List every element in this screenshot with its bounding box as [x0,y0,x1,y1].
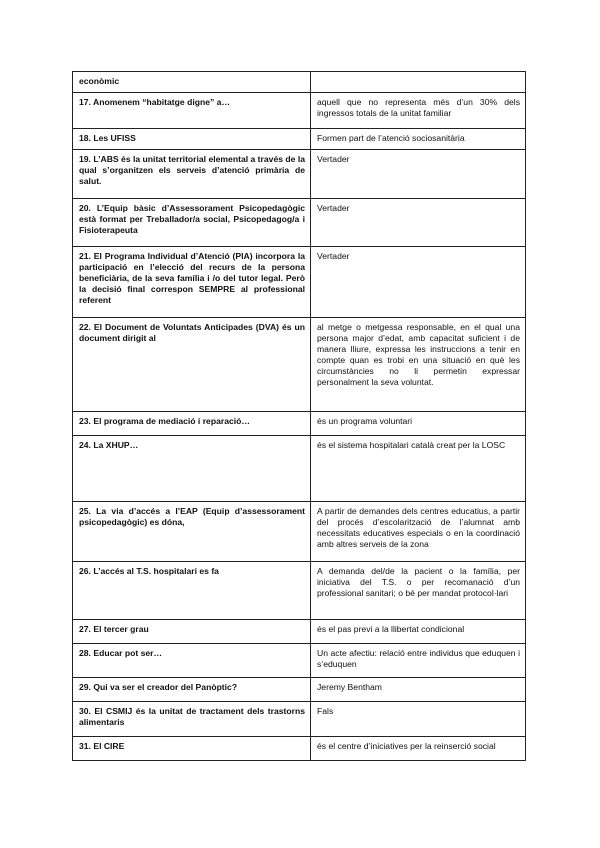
question-cell: 26. L’accés al T.S. hospitalari es fa [73,562,311,620]
answer-cell: és el sistema hospitalari català creat per la LOSC [311,436,526,502]
answer-cell: Un acte afectiu: relació entre individus que eduquen i s’eduquen [311,644,526,678]
question-cell: 25. La via d’accés a l’EAP (Equip d’assessorament psicopedagògic) es dóna, [73,502,311,562]
question-cell: 21. El Programa Individual d’Atenció (PIA) incorpora la participació en l’elecció del recurs de la persona beneficiària, de la seva família i /o del tutor legal. Però la decisió final correspon SEMPRE al professional referent [73,247,311,318]
answer-cell: és el centre d’iniciatives per la reinserció social [311,737,526,761]
answer-cell: al metge o metgessa responsable, en el qual una persona major d’edat, amb capacitat suficient i de manera lliure, expressa les instruccions a tenir en compte quan es trobi en una situació en què les circumstàncies no li permetin expressar personalment la seva voluntat. [311,318,526,412]
question-cell: 23. El programa de mediació i reparació… [73,412,311,436]
table-row [73,72,526,93]
table-row [73,412,526,436]
answer-cell: Formen part de l’atenció sociosanitària [311,129,526,150]
table-row [73,129,526,150]
question-cell: 28. Educar pot ser… [73,644,311,678]
table-row [73,199,526,247]
question-cell: 30. El CSMIJ és la unitat de tractament dels trastorns alimentaris [73,702,311,737]
question-cell: 18. Les UFISS [73,129,311,150]
table-row [73,318,526,412]
table-row [73,702,526,737]
answer-cell: Vertader [311,150,526,199]
answer-cell: A demanda del/de la pacient o la família, per iniciativa del T.S. o per recomanació d’un professional sanitari; o bé per mandat protocol·lari [311,562,526,620]
answer-cell: A partir de demandes dels centres educatius, a partir del procés d’escolarització de l’alumnat amb necessitats educatives especials o en la coordinació amb altres serveis de la zona [311,502,526,562]
answer-cell: Vertader [311,247,526,318]
table-row [73,502,526,562]
table-row [73,737,526,761]
table-row [73,93,526,129]
table-row [73,562,526,620]
answer-cell: Vertader [311,199,526,247]
table-row [73,678,526,702]
table-row [73,436,526,502]
question-cell: 31. El CIRE [73,737,311,761]
question-answer-table [72,71,526,761]
table-row [73,644,526,678]
answer-cell: és el pas previ a la llibertat condicional [311,620,526,644]
question-cell: 19. L’ABS és la unitat territorial elemental a través de la qual s’organitzen els serveis d’atenció primària de salut. [73,150,311,199]
question-cell: econòmic [73,72,311,93]
question-cell: 27. El tercer grau [73,620,311,644]
table-row [73,620,526,644]
answer-cell: Fals [311,702,526,737]
table-row [73,247,526,318]
answer-cell: aquell que no representa més d’un 30% dels ingressos totals de la unitat familiar [311,93,526,129]
question-cell: 22. El Document de Voluntats Anticipades (DVA) és un document dirigit al [73,318,311,412]
answer-cell: Jeremy Bentham [311,678,526,702]
question-cell: 24. La XHUP… [73,436,311,502]
question-cell: 20. L’Equip bàsic d’Assessorament Psicopedagògic està format per Treballador/a social, Psicopedagog/a i Fisioterapeuta [73,199,311,247]
question-cell: 17. Anomenem “habitatge digne” a… [73,93,311,129]
answer-cell: és un programa voluntari [311,412,526,436]
table-row [73,150,526,199]
answer-cell [311,72,526,93]
question-cell: 29. Qui va ser el creador del Panòptic? [73,678,311,702]
